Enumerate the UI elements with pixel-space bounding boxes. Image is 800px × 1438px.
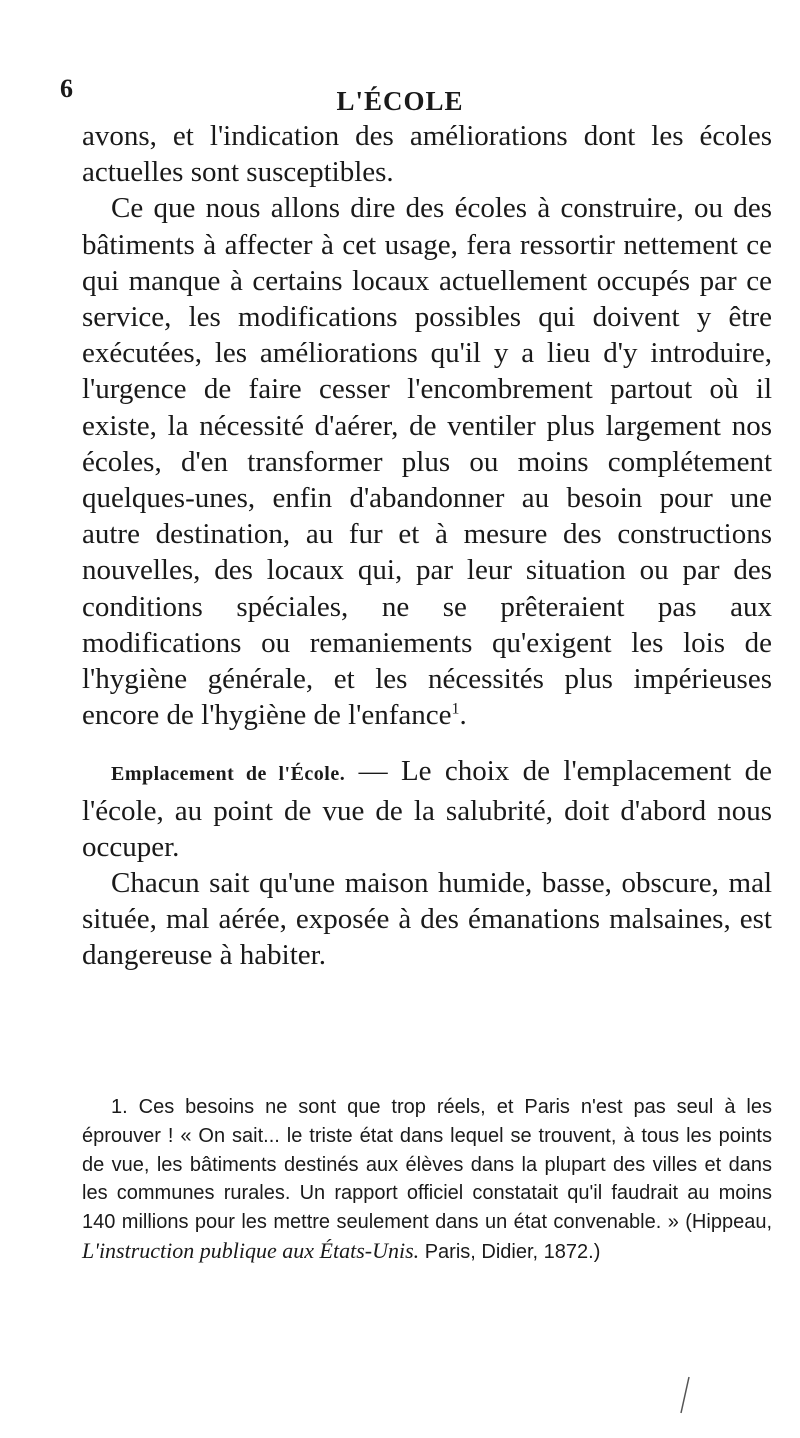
paragraph [82,865,772,974]
paragraph [82,753,772,865]
section-dash: — [345,755,401,788]
page-number: 6 [60,74,73,103]
section-heading: Emplacement de l'École. [111,763,346,786]
pencil-mark [675,1375,695,1415]
footnote-text-end: Paris, Didier, 1872.) [419,1240,601,1263]
paragraph-text: Chacun sait qu'une maison humide, basse, obscure, mal située, mal aérée, exposée à des émanations malsaines, est dangereuse à habiter. [82,867,772,972]
paragraph-end: . [459,699,467,732]
paragraph-text: avons, et l'indication des améliorations dont les écoles actuelles sont susceptibles. [82,120,772,189]
footnote-reference: 1 [451,700,460,718]
footnote-text: Ces besoins ne sont que trop réels, et Paris n'est pas seul à les éprouver ! « On sait... le triste état dans lequel se trouvent, à tous les points de vue, les bâtiments destinés aux élèves dans la plupart des villes et dans les communes rurales. Un rapport officiel constatait qu'il faudrait au moins 140 millions pour les mettre seulement dans un état convenable. » (Hippeau, [82,1096,772,1234]
footnote-marker: 1. [111,1096,128,1118]
main-text [82,118,772,974]
paragraph-text: Ce que nous allons dire des écoles à construire, ou des bâtiments à affecter à cet usage, fera ressortir nettement ce qui manque à certains locaux actuellement occupés par ce service, les modifications possibles qui doivent y être exécutées, les améliorations qu'il y a lieu d'y introduire, l'urgence de faire cesser l'encombrement partout où il existe, la nécessité d'aérer, de ventiler plus largement nos écoles, d'en transformer plus ou moins complétement quelques-unes, enfin d'abandonner au besoin pour une autre destination, au fur et à mesure des constructions nouvelles, des locaux qui, par leur situation ou par des conditions spéciales, ne se prêteraient pas aux modifications ou remaniements qu'exigent les lois de l'hygiène générale, et les nécessités plus impérieuses encore de l'hygiène de l'enfance [82,192,772,732]
paragraph [82,190,772,733]
book-title: L'instruction publique aux États-Unis. [82,1237,420,1263]
paragraph [82,118,772,190]
footnote [82,1093,772,1267]
paragraph-text: Le choix de l'emplacement de l'école, au point de vue de la salubrité, doit d'abord nous occuper. [82,755,772,863]
running-head: L'ÉCOLE [336,86,464,116]
